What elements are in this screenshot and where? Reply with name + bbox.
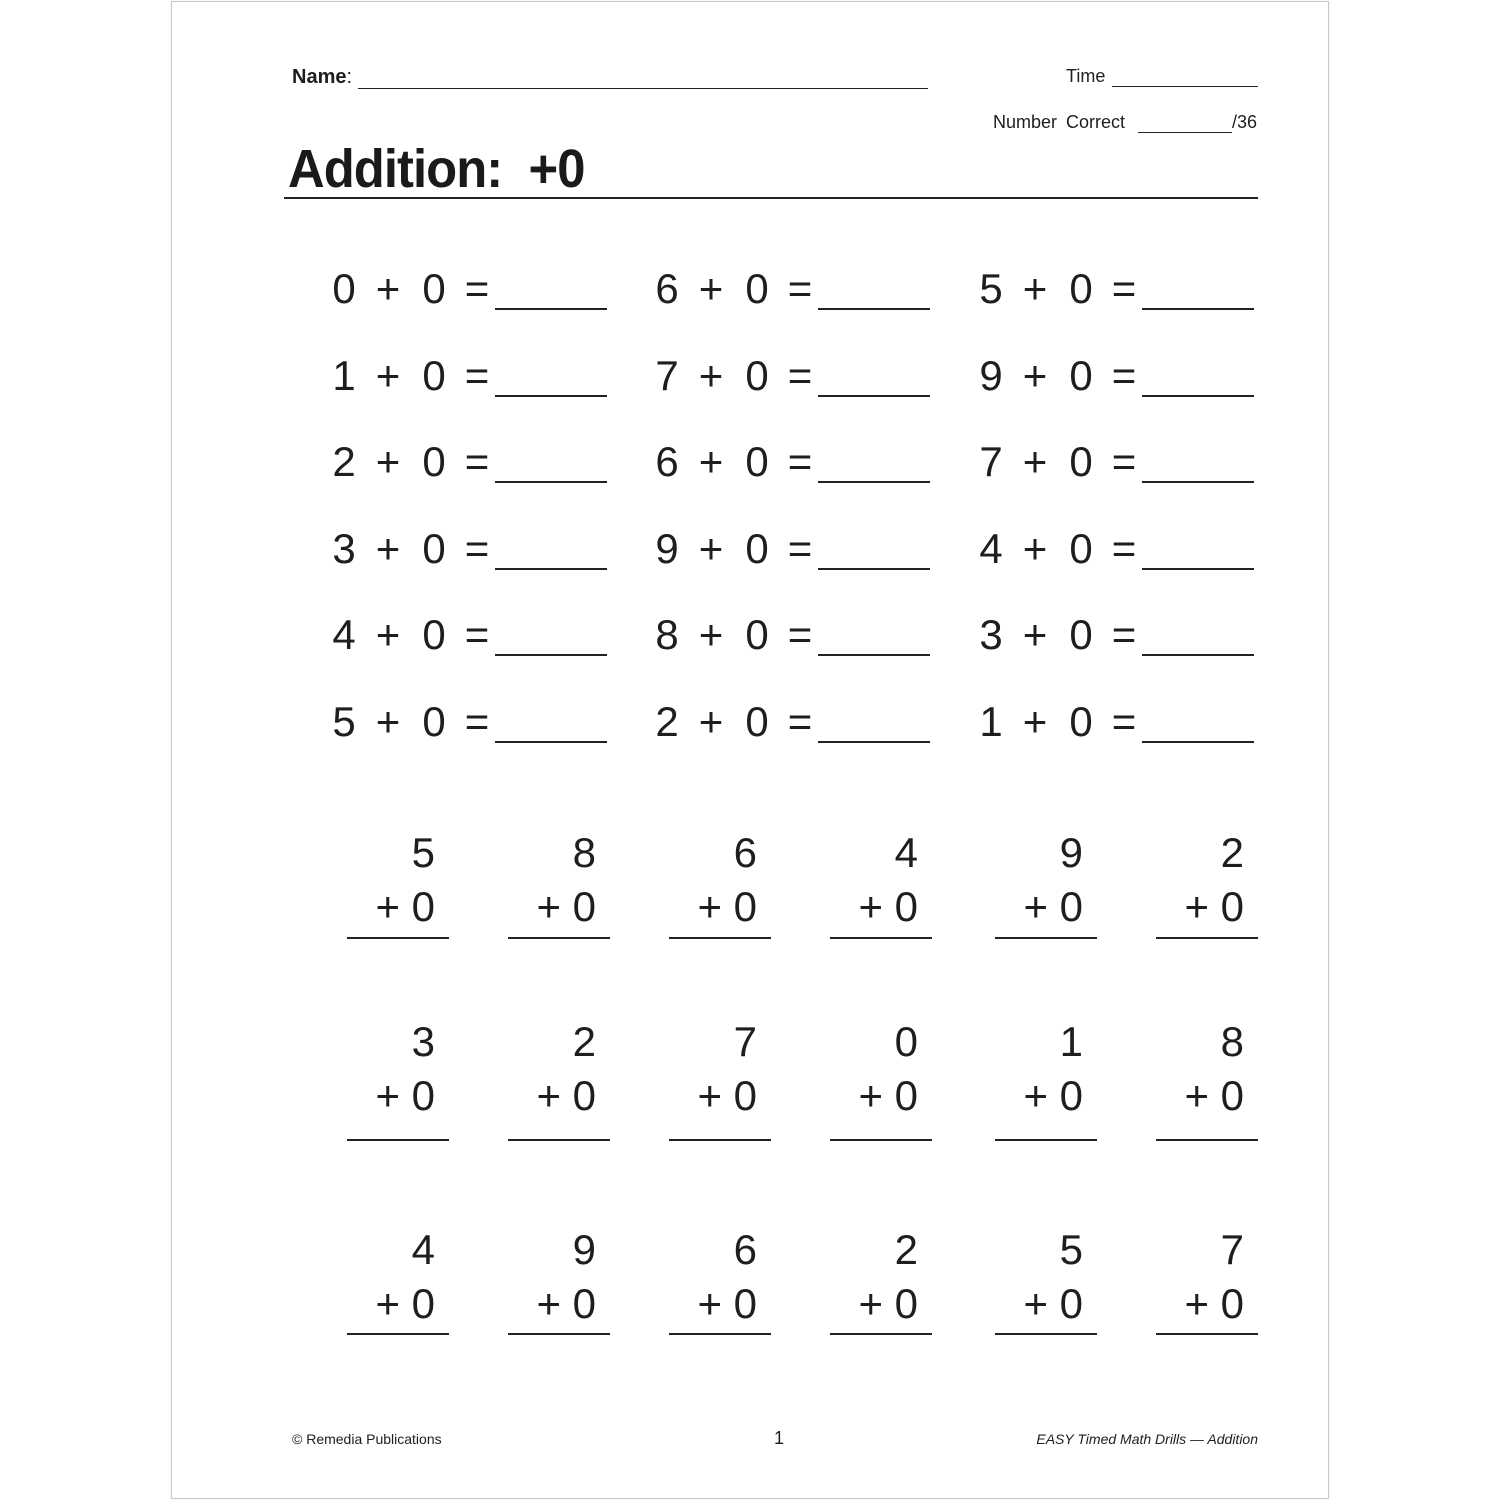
horizontal-problem [654, 524, 934, 574]
answer-rule[interactable] [830, 937, 932, 939]
addend-bottom: + 0 [375, 1280, 435, 1327]
answer-blank[interactable] [495, 568, 607, 570]
addend-b: 0 [1069, 352, 1093, 399]
addend-bottom: + 0 [1023, 1280, 1083, 1327]
answer-blank[interactable] [818, 481, 930, 483]
equals-sign: = [1111, 698, 1137, 745]
addend-b: 0 [1069, 438, 1093, 485]
addend-top: 7 [733, 1018, 757, 1065]
answer-rule[interactable] [1156, 937, 1258, 939]
addend-a: 6 [655, 265, 679, 312]
equals-sign: = [787, 352, 813, 399]
answer-blank[interactable] [495, 395, 607, 397]
addend-b: 0 [422, 611, 446, 658]
vertical-problem [830, 1017, 932, 1142]
answer-rule[interactable] [508, 937, 610, 939]
horizontal-problem [654, 697, 934, 747]
addend-bottom: + 0 [375, 1072, 435, 1119]
addend-b: 0 [1069, 611, 1093, 658]
vertical-problem [347, 828, 449, 953]
addend-bottom: + 0 [858, 1280, 918, 1327]
answer-rule[interactable] [508, 1139, 610, 1141]
plus-sign: + [1022, 438, 1048, 485]
addend-a: 1 [979, 698, 1003, 745]
vertical-problem [830, 1225, 932, 1350]
addend-top: 2 [572, 1018, 596, 1065]
addend-top: 2 [894, 1226, 918, 1273]
addend-b: 0 [1069, 525, 1093, 572]
equals-sign: = [1111, 438, 1137, 485]
answer-rule[interactable] [830, 1139, 932, 1141]
answer-blank[interactable] [1142, 395, 1254, 397]
addend-a: 9 [655, 525, 679, 572]
number-correct-total: /36 [1232, 112, 1258, 132]
equals-sign: = [787, 698, 813, 745]
time-field-line[interactable] [1112, 86, 1258, 87]
addend-a: 1 [332, 352, 356, 399]
plus-sign: + [1022, 352, 1048, 399]
addend-bottom: + 0 [858, 1072, 918, 1119]
vertical-problem [669, 1017, 771, 1142]
number-correct-label: Number Correct [993, 112, 1126, 132]
addend-bottom: + 0 [1184, 883, 1244, 930]
addend-a: 5 [979, 265, 1003, 312]
answer-blank[interactable] [818, 654, 930, 656]
addend-b: 0 [422, 265, 446, 312]
addend-bottom: + 0 [1184, 1280, 1244, 1327]
answer-blank[interactable] [1142, 654, 1254, 656]
addend-a: 6 [655, 438, 679, 485]
addend-b: 0 [745, 525, 769, 572]
addend-a: 7 [655, 352, 679, 399]
addend-bottom: + 0 [697, 883, 757, 930]
equals-sign: = [464, 352, 490, 399]
vertical-problem [508, 1017, 610, 1142]
number-correct-field-line[interactable] [1138, 132, 1232, 133]
answer-rule[interactable] [508, 1333, 610, 1335]
plus-sign: + [375, 265, 401, 312]
addend-top: 9 [572, 1226, 596, 1273]
addend-top: 5 [1059, 1226, 1083, 1273]
addend-bottom: + 0 [858, 883, 918, 930]
footer-page-number: 1 [774, 1428, 785, 1448]
addend-bottom: + 0 [536, 1280, 596, 1327]
horizontal-problem [978, 437, 1258, 487]
answer-blank[interactable] [818, 741, 930, 743]
addend-bottom: + 0 [1023, 883, 1083, 930]
addend-a: 2 [655, 698, 679, 745]
answer-blank[interactable] [1142, 568, 1254, 570]
plus-sign: + [375, 352, 401, 399]
addend-a: 0 [332, 265, 356, 312]
plus-sign: + [698, 611, 724, 658]
horizontal-problem [331, 264, 611, 314]
footer-book-title: EASY Timed Math Drills — Addition [1036, 1431, 1258, 1447]
plus-sign: + [698, 265, 724, 312]
addend-b: 0 [422, 698, 446, 745]
equals-sign: = [464, 438, 490, 485]
plus-sign: + [1022, 698, 1048, 745]
equals-sign: = [1111, 525, 1137, 572]
footer-copyright: © Remedia Publications [292, 1431, 442, 1447]
vertical-problem [1156, 1225, 1258, 1350]
answer-blank[interactable] [818, 568, 930, 570]
addend-bottom: + 0 [697, 1072, 757, 1119]
addend-top: 5 [411, 829, 435, 876]
addend-top: 6 [733, 829, 757, 876]
addend-b: 0 [745, 352, 769, 399]
horizontal-problem [978, 524, 1258, 574]
addend-top: 7 [1220, 1226, 1244, 1273]
horizontal-problem [331, 437, 611, 487]
answer-blank[interactable] [1142, 741, 1254, 743]
horizontal-problem [331, 610, 611, 660]
horizontal-problem [654, 610, 934, 660]
equals-sign: = [464, 611, 490, 658]
horizontal-problem [654, 351, 934, 401]
addend-top: 1 [1059, 1018, 1083, 1065]
answer-rule[interactable] [347, 1139, 449, 1141]
answer-rule[interactable] [669, 937, 771, 939]
equals-sign: = [464, 265, 490, 312]
equals-sign: = [1111, 352, 1137, 399]
addend-top: 8 [572, 829, 596, 876]
vertical-problem [347, 1017, 449, 1142]
plus-sign: + [1022, 611, 1048, 658]
answer-rule[interactable] [995, 1139, 1097, 1141]
answer-blank[interactable] [495, 308, 607, 310]
answer-blank[interactable] [818, 308, 930, 310]
plus-sign: + [698, 698, 724, 745]
answer-rule[interactable] [347, 937, 449, 939]
addend-b: 0 [422, 525, 446, 572]
horizontal-problem [654, 437, 934, 487]
addend-a: 8 [655, 611, 679, 658]
addend-bottom: + 0 [697, 1280, 757, 1327]
horizontal-problem [978, 264, 1258, 314]
addend-bottom: + 0 [1023, 1072, 1083, 1119]
horizontal-problem [978, 351, 1258, 401]
equals-sign: = [787, 438, 813, 485]
addend-a: 2 [332, 438, 356, 485]
horizontal-problem [331, 697, 611, 747]
plus-sign: + [1022, 265, 1048, 312]
equals-sign: = [464, 698, 490, 745]
addend-a: 4 [979, 525, 1003, 572]
addend-b: 0 [745, 698, 769, 745]
addend-top: 8 [1220, 1018, 1244, 1065]
addend-a: 9 [979, 352, 1003, 399]
addend-bottom: + 0 [1184, 1072, 1244, 1119]
addend-a: 4 [332, 611, 356, 658]
addend-bottom: + 0 [536, 883, 596, 930]
plus-sign: + [375, 611, 401, 658]
answer-blank[interactable] [1142, 308, 1254, 310]
vertical-problem [347, 1225, 449, 1350]
addend-top: 2 [1220, 829, 1244, 876]
addend-top: 0 [894, 1018, 918, 1065]
plus-sign: + [375, 438, 401, 485]
plus-sign: + [375, 525, 401, 572]
answer-blank[interactable] [1142, 481, 1254, 483]
horizontal-problem [978, 610, 1258, 660]
answer-blank[interactable] [818, 395, 930, 397]
vertical-problem [995, 828, 1097, 953]
name-label: Name: [292, 66, 353, 88]
addend-a: 3 [979, 611, 1003, 658]
answer-rule[interactable] [995, 1333, 1097, 1335]
addend-bottom: + 0 [375, 883, 435, 930]
vertical-problem [995, 1017, 1097, 1142]
addend-b: 0 [745, 265, 769, 312]
addend-a: 5 [332, 698, 356, 745]
addend-bottom: + 0 [536, 1072, 596, 1119]
addend-top: 4 [894, 829, 918, 876]
answer-blank[interactable] [495, 481, 607, 483]
addend-a: 3 [332, 525, 356, 572]
equals-sign: = [787, 265, 813, 312]
addend-b: 0 [1069, 698, 1093, 745]
answer-rule[interactable] [1156, 1333, 1258, 1335]
vertical-problem [1156, 1017, 1258, 1142]
addend-b: 0 [422, 352, 446, 399]
answer-rule[interactable] [347, 1333, 449, 1335]
equals-sign: = [787, 525, 813, 572]
time-label: Time [1066, 66, 1106, 86]
answer-blank[interactable] [495, 654, 607, 656]
vertical-problem [669, 828, 771, 953]
addend-b: 0 [745, 611, 769, 658]
horizontal-problem [331, 351, 611, 401]
vertical-problem [508, 828, 610, 953]
vertical-problem [508, 1225, 610, 1350]
plus-sign: + [375, 698, 401, 745]
page-title: Addition: +0 [288, 139, 585, 199]
addend-top: 4 [411, 1226, 435, 1273]
plus-sign: + [698, 352, 724, 399]
addend-b: 0 [422, 438, 446, 485]
vertical-problem [995, 1225, 1097, 1350]
title-rule [284, 197, 1258, 199]
plus-sign: + [698, 438, 724, 485]
plus-sign: + [1022, 525, 1048, 572]
horizontal-problem [331, 524, 611, 574]
vertical-problem [1156, 828, 1258, 953]
horizontal-problem [978, 697, 1258, 747]
answer-rule[interactable] [669, 1139, 771, 1141]
answer-rule[interactable] [995, 937, 1097, 939]
addend-b: 0 [745, 438, 769, 485]
equals-sign: = [787, 611, 813, 658]
answer-blank[interactable] [495, 741, 607, 743]
equals-sign: = [1111, 611, 1137, 658]
plus-sign: + [698, 525, 724, 572]
vertical-problem [669, 1225, 771, 1350]
horizontal-problem [654, 264, 934, 314]
equals-sign: = [1111, 265, 1137, 312]
answer-rule[interactable] [669, 1333, 771, 1335]
addend-top: 3 [411, 1018, 435, 1065]
answer-rule[interactable] [830, 1333, 932, 1335]
addend-b: 0 [1069, 265, 1093, 312]
addend-top: 9 [1059, 829, 1083, 876]
name-field-line[interactable] [358, 88, 928, 89]
answer-rule[interactable] [1156, 1139, 1258, 1141]
vertical-problem [830, 828, 932, 953]
equals-sign: = [464, 525, 490, 572]
addend-a: 7 [979, 438, 1003, 485]
addend-top: 6 [733, 1226, 757, 1273]
